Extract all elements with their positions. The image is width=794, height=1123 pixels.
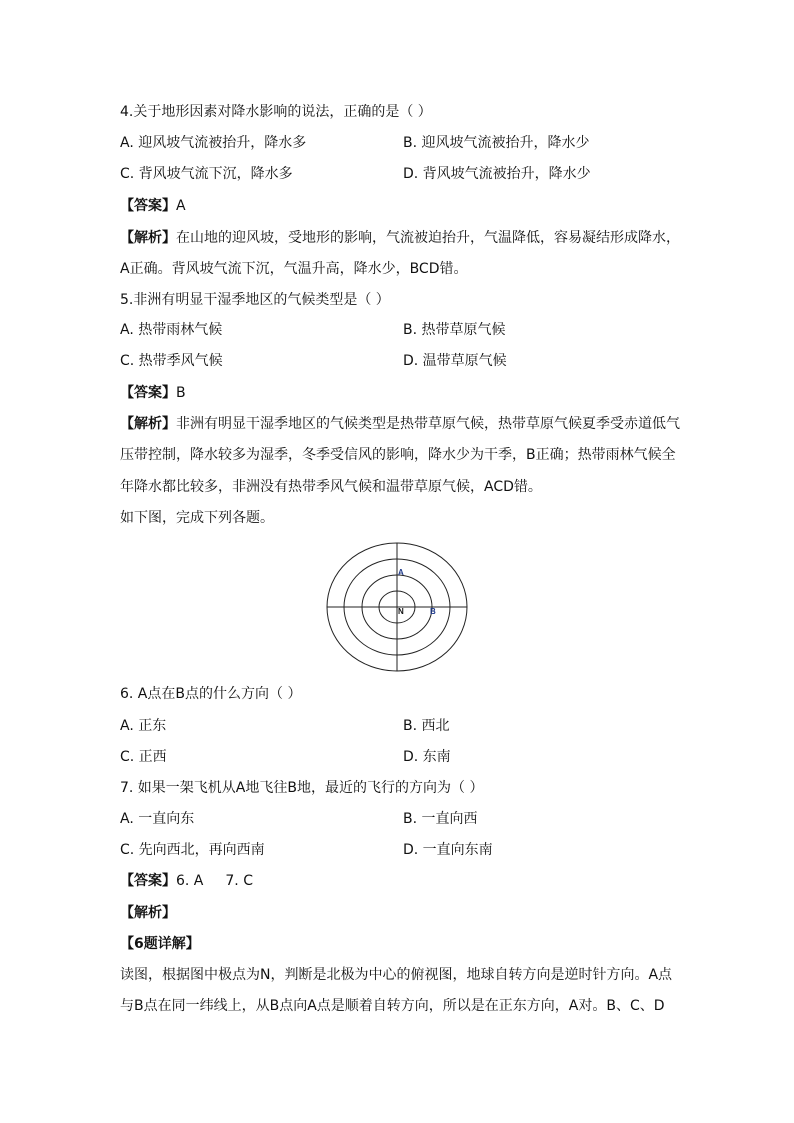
point-b-label: B xyxy=(430,607,436,616)
q4-option-d: D. 背风坡气流被抬升，降水少 xyxy=(403,166,591,182)
polar-view-diagram xyxy=(326,542,468,672)
q5-option-c: C. 热带季风气候 xyxy=(120,353,223,369)
q5-option-d: D. 温带草原气候 xyxy=(403,353,507,369)
q5-answer-value: B xyxy=(176,385,186,401)
q6-option-a: A. 正东 xyxy=(120,718,167,734)
q5-analysis-line1: 非洲有明显干湿季地区的气候类型是热带草原气候，热带草原气候夏季受赤道低气 xyxy=(176,416,680,432)
q4-stem: 4.关于地形因素对降水影响的说法，正确的是（ ） xyxy=(120,104,432,120)
q4-answer-tag: 【答案】 xyxy=(120,198,176,214)
q4-option-a: A. 迎风坡气流被抬升，降水多 xyxy=(120,135,307,151)
q4-option-b: B. 迎风坡气流被抬升，降水少 xyxy=(403,135,590,151)
q7-option-b: B. 一直向西 xyxy=(403,811,478,827)
q5-answer xyxy=(120,383,186,403)
q4-analysis xyxy=(120,228,680,248)
polar-view-figure xyxy=(326,542,468,672)
q6-detail-line1: 读图，根据图中极点为N，判断是北极为中心的俯视图，地球自转方向是逆时针方向。A点 xyxy=(120,967,673,983)
q5-option-b: B. 热带草原气候 xyxy=(403,322,506,338)
q5-analysis-line2: 压带控制，降水较多为湿季，冬季受信风的影响，降水少为干季，B正确；热带雨林气候全 xyxy=(120,447,676,463)
q4-analysis-tag: 【解析】 xyxy=(120,230,176,246)
q4-analysis-line2: A正确。背风坡气流下沉，气温升高，降水少，BCD错。 xyxy=(120,261,468,277)
combined-analysis-tag: 【解析】 xyxy=(120,905,176,921)
q5-analysis xyxy=(120,414,680,434)
q6-detail-tag: 【6题详解】 xyxy=(120,936,200,952)
q7-option-d: D. 一直向东南 xyxy=(403,842,493,858)
q4-answer-value: A xyxy=(176,198,186,214)
q5-option-a: A. 热带雨林气候 xyxy=(120,322,223,338)
figure-intro: 如下图，完成下列各题。 xyxy=(120,510,274,526)
q7-option-c: C. 先向西北，再向西南 xyxy=(120,842,265,858)
answer-7: 7. C xyxy=(225,873,253,889)
q6-option-b: B. 西北 xyxy=(403,718,450,734)
combined-answer-tag: 【答案】 xyxy=(120,873,176,889)
q4-answer xyxy=(120,196,186,216)
q6-option-c: C. 正西 xyxy=(120,749,167,765)
point-a-label: A xyxy=(398,568,404,577)
q7-option-a: A. 一直向东 xyxy=(120,811,195,827)
q5-analysis-tag: 【解析】 xyxy=(120,416,176,432)
q6-option-d: D. 东南 xyxy=(403,749,451,765)
q4-option-c: C. 背风坡气流下沉，降水多 xyxy=(120,166,293,182)
q5-analysis-line3: 年降水都比较多，非洲没有热带季风气候和温带草原气候，ACD错。 xyxy=(120,479,542,495)
q5-answer-tag: 【答案】 xyxy=(120,385,176,401)
q6-stem: 6. A点在B点的什么方向（ ） xyxy=(120,686,302,702)
q4-analysis-line1: 在山地的迎风坡，受地形的影响，气流被迫抬升，气温降低，容易凝结形成降水， xyxy=(176,230,680,246)
answer-6: 6. A xyxy=(176,873,204,889)
combined-answer xyxy=(120,871,253,891)
q7-stem: 7. 如果一架飞机从A地飞往B地，最近的飞行的方向为（ ） xyxy=(120,780,484,796)
q6-detail-line2: 与B点在同一纬线上，从B点向A点是顺着自转方向，所以是在正东方向，A对。B、C、D xyxy=(120,998,665,1014)
pole-n-label: N xyxy=(398,607,404,616)
q5-stem: 5.非洲有明显干湿季地区的气候类型是（ ） xyxy=(120,292,390,308)
